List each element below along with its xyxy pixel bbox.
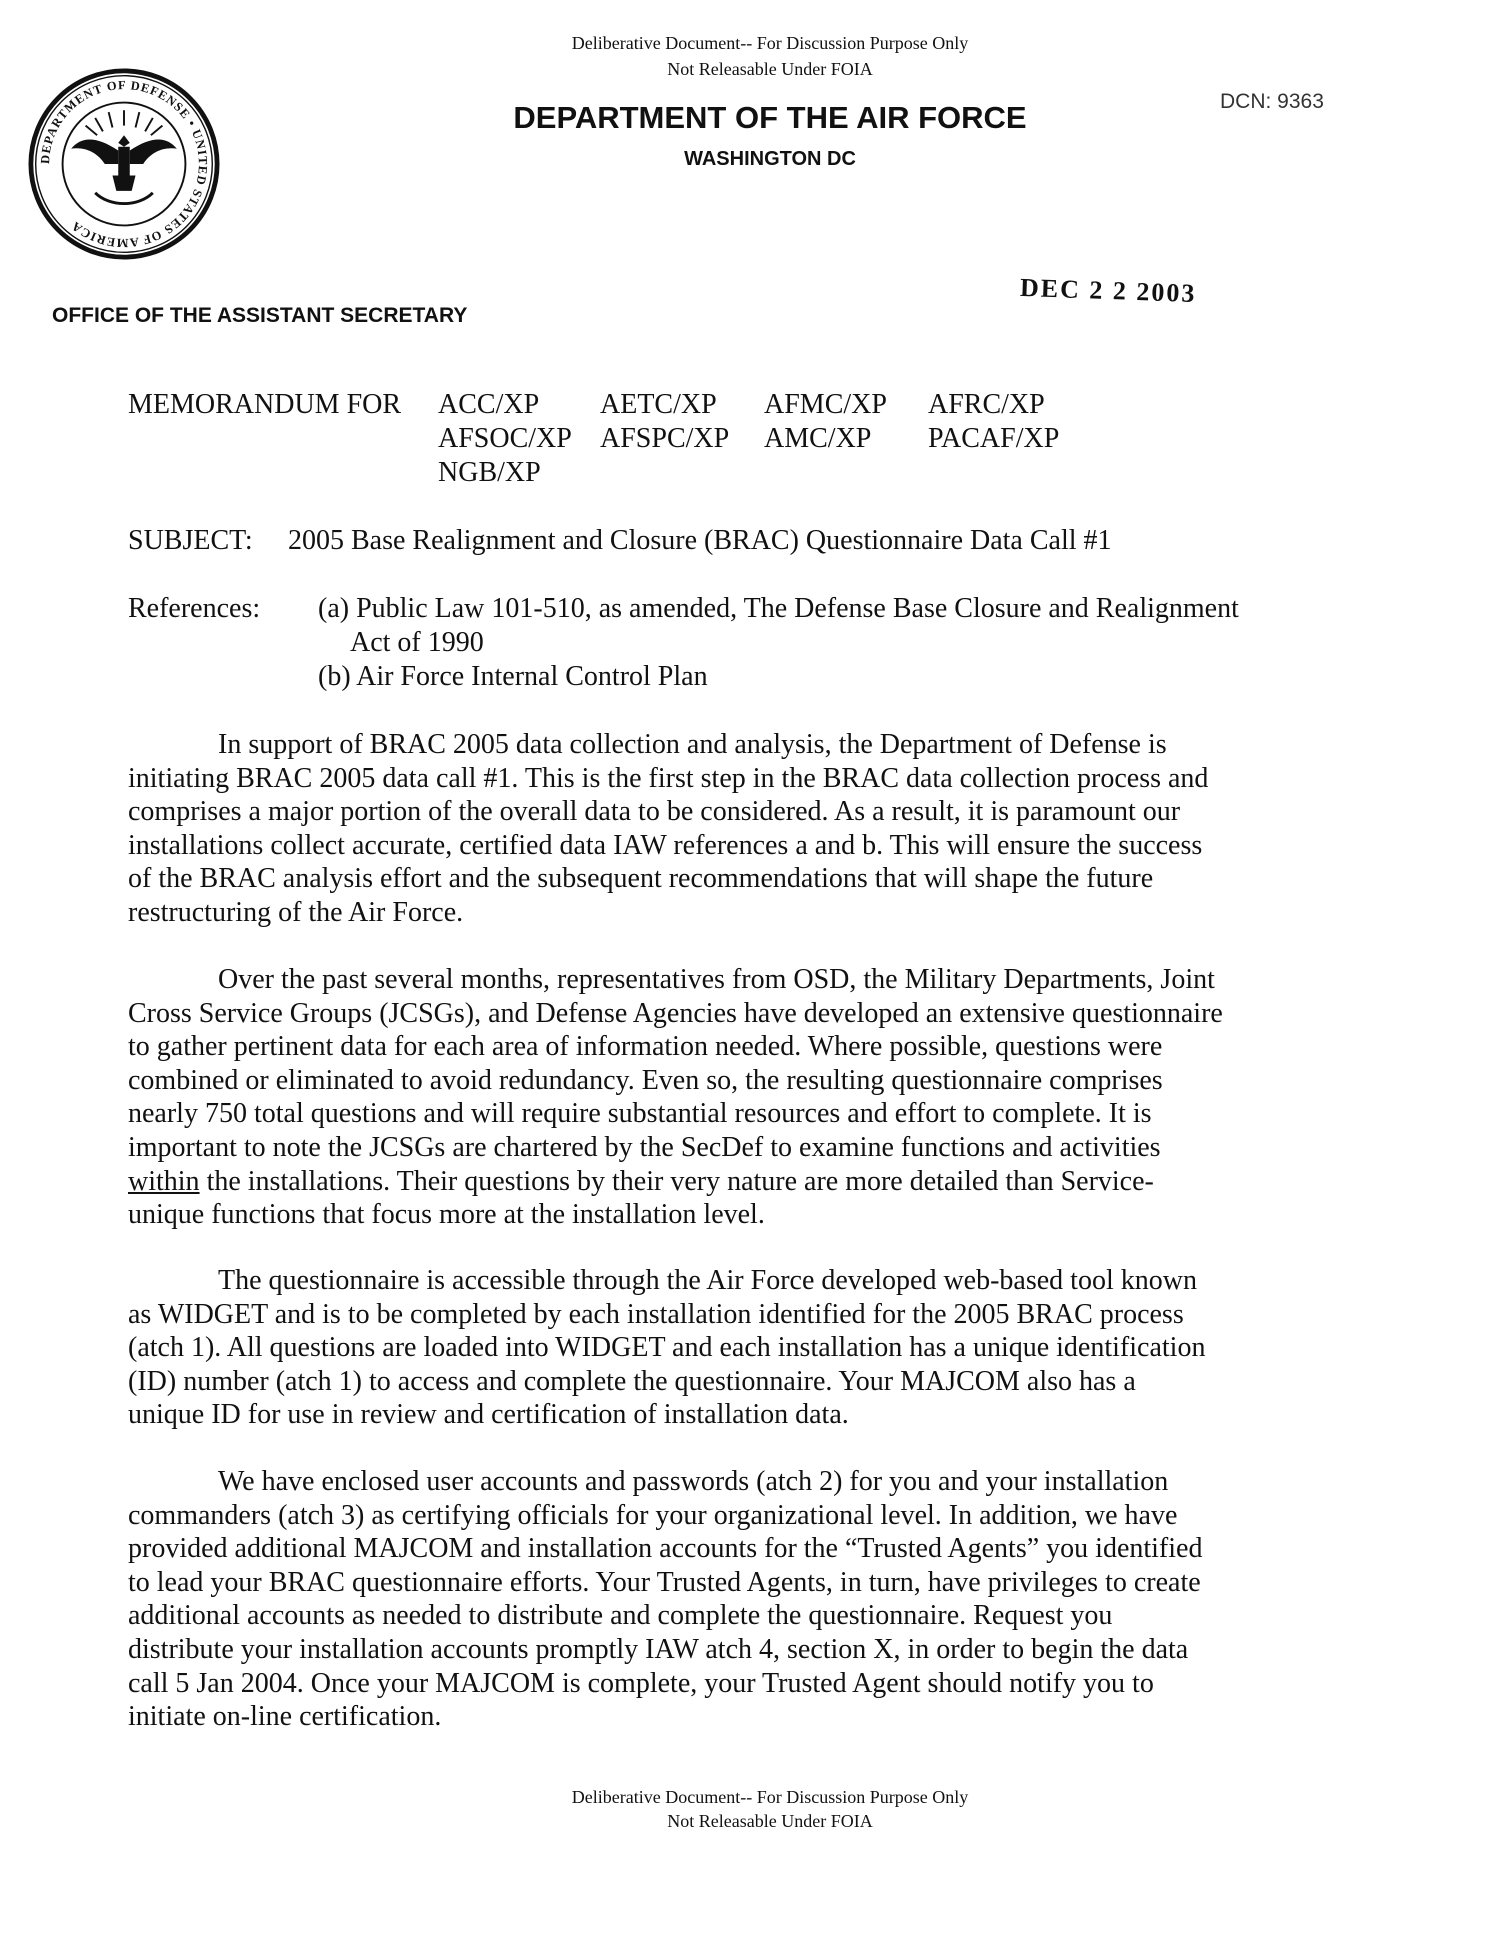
recipient: AFSPC/XP (600, 423, 730, 454)
paragraph-line: unique ID for use in review and certification of installation data. (128, 1399, 849, 1431)
references-label: References: (128, 593, 261, 624)
recipient: AFSOC/XP (438, 423, 572, 454)
dcn-number: DCN: 9363 (1220, 90, 1324, 113)
paragraph-line: (atch 1). All questions are loaded into WIDGET and each installation has a unique identification (128, 1332, 1206, 1364)
reference-b: (b) Air Force Internal Control Plan (318, 661, 708, 692)
dod-seal-icon (28, 68, 220, 260)
footer-line-1: Deliberative Document-- For Discussion Purpose Only (571, 1787, 969, 1807)
body-paragraph (128, 1264, 1293, 1432)
department-location: WASHINGTON DC (684, 148, 856, 170)
paragraph-line: The questionnaire is accessible through the Air Force developed web-based tool known (218, 1265, 1197, 1296)
paragraph-line: important to note the JCSGs are chartered by the SecDef to examine functions and activities (128, 1131, 1161, 1163)
paragraph-line: (ID) number (atch 1) to access and complete the questionnaire. Your MAJCOM also has a (128, 1365, 1136, 1397)
paragraph-line: In support of BRAC 2005 data collection and analysis, the Department of Defense is (218, 729, 1167, 760)
recipient: PACAF/XP (928, 423, 1060, 454)
subject-label: SUBJECT: (128, 525, 253, 556)
body-paragraph (128, 963, 1293, 1232)
paragraph-line: to gather pertinent data for each area of information needed. Where possible, questions were (128, 1031, 1163, 1063)
paragraph-line: call 5 Jan 2004. Once your MAJCOM is complete, your Trusted Agent should notify you to (128, 1667, 1154, 1699)
recipient: NGB/XP (438, 457, 541, 488)
paragraph-line: to lead your BRAC questionnaire efforts. Your Trusted Agents, in turn, have privileges to create (128, 1566, 1201, 1598)
paragraph-line: provided additional MAJCOM and installation accounts for the “Trusted Agents” you identified (128, 1533, 1203, 1565)
paragraph-line: of the BRAC analysis effort and the subsequent recommendations that will shape the future (128, 863, 1154, 895)
footer-marking (380, 1785, 1160, 1833)
recipient: AETC/XP (600, 389, 717, 420)
paragraph-line: combined or eliminated to avoid redundancy. Even so, the resulting questionnaire comprises (128, 1064, 1163, 1096)
marking-line-2: Not Releasable Under FOIA (667, 59, 873, 79)
department-title: DEPARTMENT OF THE AIR FORCE (513, 100, 1027, 135)
paragraph-line: restructuring of the Air Force. (128, 896, 464, 928)
underlined-word: within (128, 1165, 200, 1197)
body-paragraph (128, 728, 1293, 930)
body-paragraph (128, 1465, 1293, 1734)
office-name: OFFICE OF THE ASSISTANT SECRETARY (52, 304, 468, 327)
paragraph-line: comprises a major portion of the overall data to be considered. As a result, it is paramount our (128, 796, 1181, 828)
marking-line-1: Deliberative Document-- For Discussion Purpose Only (571, 33, 969, 53)
recipient: AFRC/XP (928, 389, 1045, 420)
footer-line-2: Not Releasable Under FOIA (667, 1811, 873, 1831)
paragraph-line: initiate on-line certification. (128, 1701, 442, 1733)
paragraph-line: Over the past several months, representatives from OSD, the Military Departments, Joint (218, 964, 1215, 995)
paragraph-line: distribute your installation accounts promptly IAW atch 4, section X, in order to begin the data (128, 1633, 1189, 1665)
paragraph-line: installations collect accurate, certified data IAW references a and b. This will ensure the success (128, 829, 1203, 861)
paragraph-line: as WIDGET and is to be completed by each installation identified for the 2005 BRAC process (128, 1298, 1184, 1330)
paragraph-line (128, 1165, 1293, 1199)
date-stamp: DEC 2 2 2003 (1019, 272, 1197, 309)
recipient: AFMC/XP (764, 389, 887, 420)
recipient: ACC/XP (438, 389, 540, 420)
paragraph-line: initiating BRAC 2005 data call #1. This is the first step in the BRAC data collection process and (128, 762, 1209, 794)
paragraph-line: We have enclosed user accounts and passwords (atch 2) for you and your installation (218, 1466, 1169, 1497)
paragraph-line-rest: the installations. Their questions by their very nature are more detailed than Service- (199, 1165, 1154, 1197)
seal-text: DEPARTMENT OF DEFENSE • UNITED STATES OF AMERICA (37, 78, 210, 251)
reference-a-continuation: Act of 1990 (350, 627, 484, 658)
subject-text: 2005 Base Realignment and Closure (BRAC) Questionnaire Data Call #1 (288, 525, 1112, 556)
paragraph-line: nearly 750 total questions and will require substantial resources and effort to complete. It is (128, 1098, 1152, 1130)
recipient: AMC/XP (764, 423, 872, 454)
paragraph-line: additional accounts as needed to distribute and complete the questionnaire. Request you (128, 1600, 1113, 1632)
paragraph-line: commanders (atch 3) as certifying officials for your organizational level. In addition, we have (128, 1499, 1178, 1531)
paragraph-line: unique functions that focus more at the installation level. (128, 1199, 765, 1231)
header-marking (380, 30, 1160, 82)
reference-a: (a) Public Law 101-510, as amended, The Defense Base Closure and Realignment (318, 593, 1239, 624)
paragraph-line: Cross Service Groups (JCSGs), and Defense Agencies have developed an extensive questionnaire (128, 997, 1223, 1029)
memo-for-label: MEMORANDUM FOR (128, 389, 402, 420)
